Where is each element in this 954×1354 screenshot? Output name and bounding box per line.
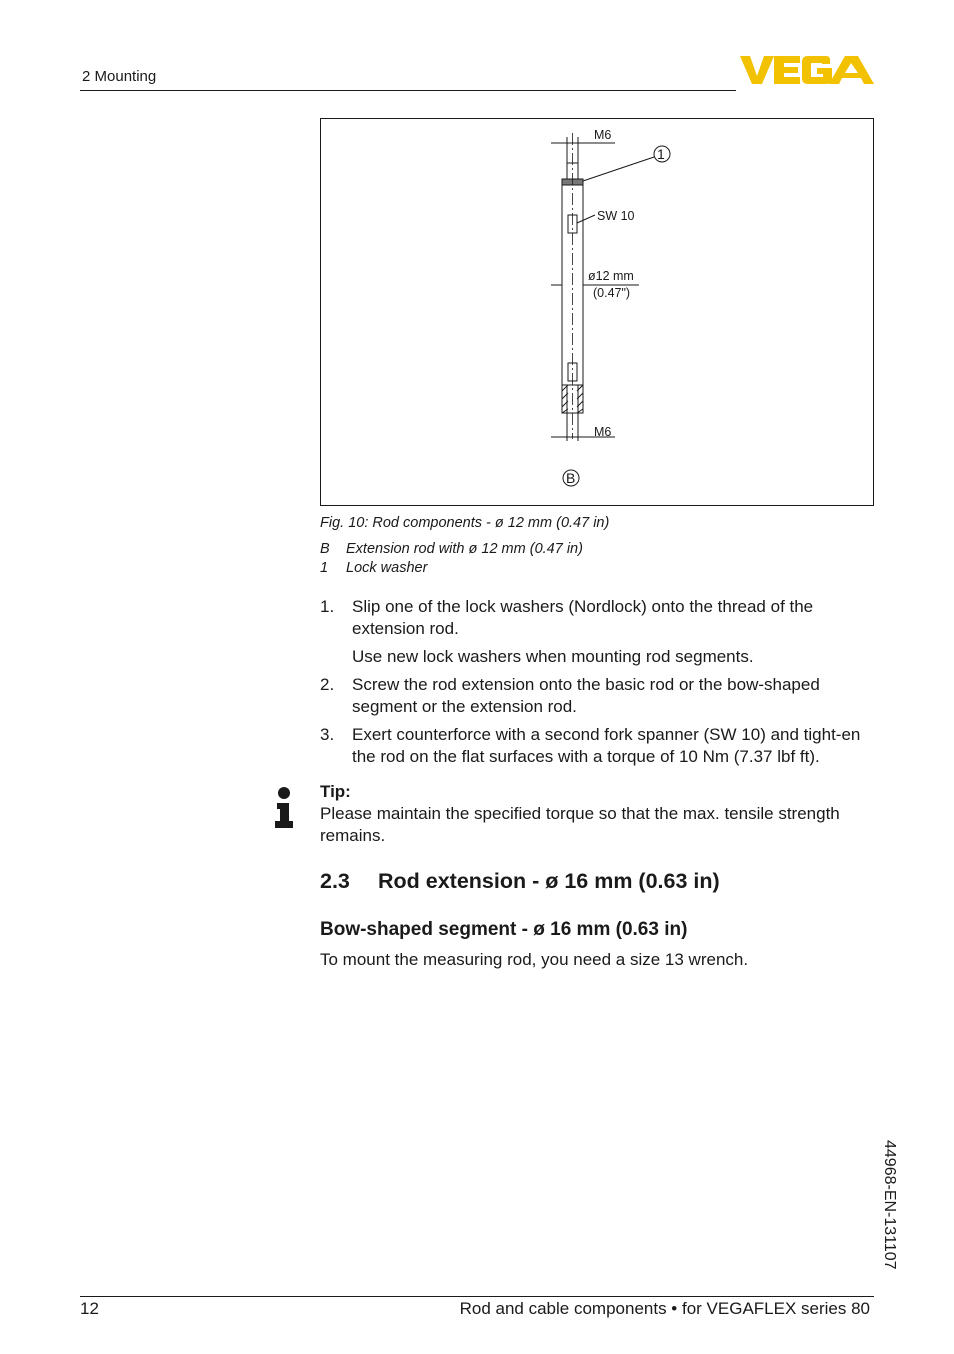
vega-logo (740, 52, 874, 86)
dim-label-sw10: SW 10 (597, 209, 635, 223)
step-number: 1. (320, 597, 335, 616)
info-icon (272, 786, 298, 830)
tip-text: Please maintain the specified torque so that the max. tensile strength remains. (320, 804, 840, 845)
legend-text: Lock washer (346, 560, 428, 576)
step-2 (320, 674, 874, 718)
step-text: Exert counterforce with a second fork spanner (SW 10) and tight-en the rod on the flat surfaces with a torque of 10 Nm (7.37 lbf ft). (352, 725, 861, 766)
step-1-note: Use new lock washers when mounting rod segments. (352, 647, 754, 666)
document-id: 44968-EN-131107 (881, 1140, 898, 1270)
header-section-title: 2 Mounting (82, 68, 157, 85)
step-text: Screw the rod extension onto the basic rod or the bow-shaped segment or the extension rod. (352, 675, 820, 716)
rod-drawing (321, 119, 875, 507)
rod-components-figure (320, 118, 874, 506)
step-number: 2. (320, 675, 335, 694)
step-1 (320, 596, 874, 640)
subsection-heading: Bow-shaped segment - ø 16 mm (0.63 in) (320, 919, 688, 940)
subsection-text: To mount the measuring rod, you need a size 13 wrench. (320, 950, 749, 969)
legend-key: B (320, 541, 330, 557)
step-number: 3. (320, 725, 335, 744)
dim-label-m6-top: M6 (594, 128, 612, 142)
section-number: 2.3 (320, 869, 350, 893)
legend-text: Extension rod with ø 12 mm (0.47 in) (346, 541, 583, 557)
callout-1: 1 (657, 146, 665, 162)
figure-caption: Fig. 10: Rod components - ø 12 mm (0.47 in) (320, 515, 610, 531)
legend-key: 1 (320, 560, 329, 576)
page-number: 12 (80, 1299, 99, 1318)
header-rule (80, 90, 736, 91)
dim-label-diameter-inch: (0.47") (593, 286, 631, 300)
dim-label-diameter: ø12 mm (588, 269, 634, 283)
step-3 (320, 724, 874, 768)
section-heading (320, 869, 720, 894)
footer-title: Rod and cable components • for VEGAFLEX series 80 (459, 1299, 870, 1318)
footer-rule (80, 1296, 874, 1297)
legend-item (320, 560, 427, 576)
step-text: Slip one of the lock washers (Nordlock) onto the thread of the extension rod. (352, 597, 814, 638)
dim-label-m6-bottom: M6 (594, 425, 612, 439)
tip-label: Tip: (320, 782, 351, 801)
callout-b: B (566, 470, 576, 486)
legend-item (320, 541, 583, 557)
section-title: Rod extension - ø 16 mm (0.63 in) (378, 869, 720, 893)
